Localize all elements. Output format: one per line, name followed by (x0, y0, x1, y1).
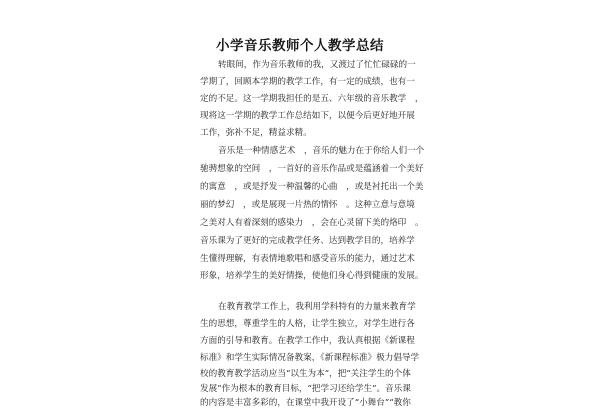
paragraph-line: 定的不足。这一学期我担任的是五、六年级的音乐教学 ， (200, 94, 424, 104)
document-title: 小学音乐教师个人教学总结 (216, 38, 384, 54)
paragraph-line: 形象，培养学生的美好情操，使他们身心得到健康的发展。 (200, 271, 424, 281)
paragraph-line: 现将这一学期的教学工作总结如下，以便今后更好地开展 (200, 111, 415, 121)
paragraph-line: 在教育教学工作上，我利用学科特有的力量来教育学 (218, 302, 416, 312)
paragraph-line: 标准》和学生实际情况备教案，《新课程标准》极力倡导学 (200, 353, 420, 363)
paragraph-line: 生的思想，尊重学生的人格，让学生独立，对学生进行各 (200, 319, 415, 329)
paragraph-line: 的内容是丰富多彩的，在课堂中我开设了“小舞台”“教你 (200, 398, 411, 408)
paragraph-line: 音乐课为了更好的完成教学任务、达到教学目的，培养学 (200, 236, 415, 246)
paragraph-line: 发展”作为根本的教育目标，“把学习还给学生”。音乐课 (200, 384, 411, 394)
paragraph-line: 生懂得理解，有表情地歌唱和感受音乐的能力，通过艺术 (200, 254, 415, 264)
paragraph-line: 的寓意 ，或是抒发一种温馨的心曲 ，或是衬托出一个美 (200, 182, 424, 192)
paragraph-line: 转眼间，作为音乐教师的我，又渡过了忙忙碌碌的一 (218, 60, 416, 70)
paragraph-line: 之美对人有着深刻的感染力 ，会在心灵留下美的烙印 。 (200, 218, 424, 228)
paragraph-line: 工作，弥补不足，精益求精。 (200, 128, 312, 138)
paragraph-line: 校的教育教学活动应当“以生为本”，把“关注学生的个体 (200, 369, 411, 379)
paragraph-line: 驰骋想象的空间 ，一首好的音乐作品或是蕴涵着一个美好 (200, 164, 424, 174)
paragraph-line: 音乐是一种情感艺术 ，音乐的魅力在于你给人们一个 (218, 146, 425, 156)
paragraph-line: 丽的梦幻 ，或是展现一片热的情怀 。这种立意与意境 (200, 200, 415, 210)
paragraph-line: 方面的引导和教育。在教学工作中，我认真根据《新课程 (200, 336, 415, 346)
paragraph-line: 学期了，回顾本学期的教学工作，有一定的成绩，也有一 (200, 77, 415, 87)
